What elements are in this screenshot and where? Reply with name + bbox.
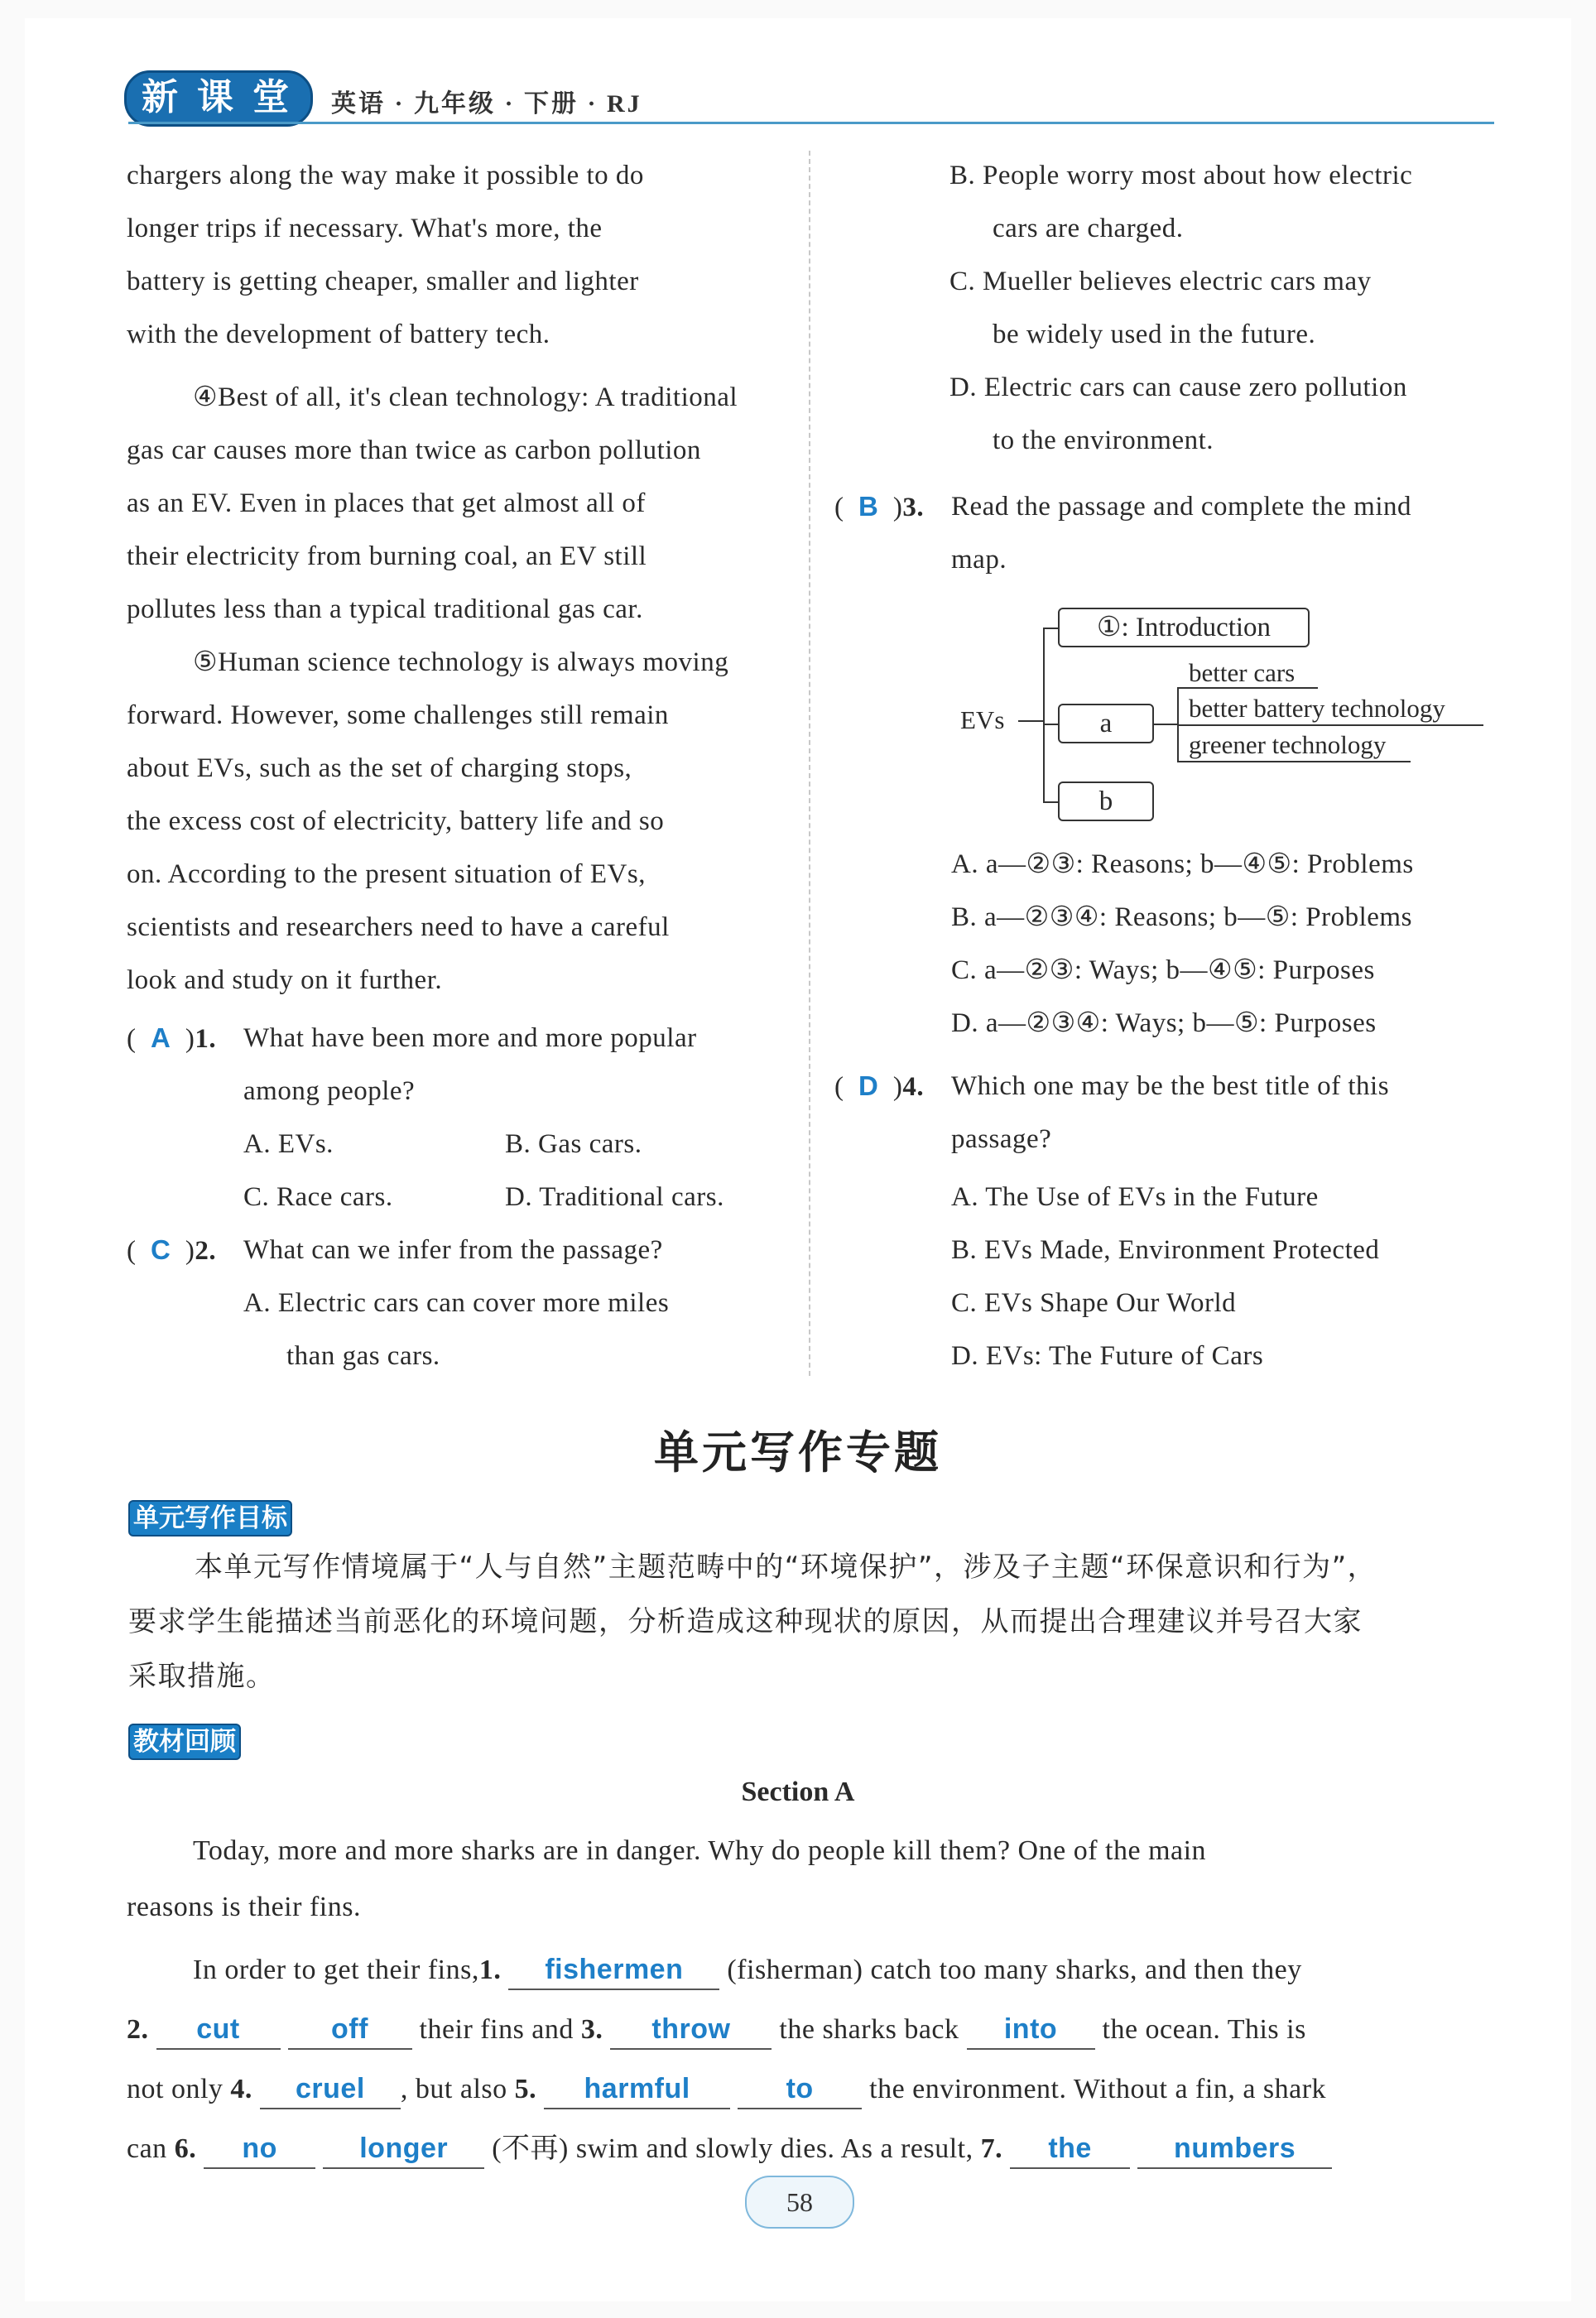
answer-3: B: [858, 491, 879, 522]
mindmap-root: EVs: [960, 705, 1005, 734]
paren-close: ): [185, 1236, 195, 1266]
blank-number: 5.: [514, 2074, 537, 2104]
question-number: 3.: [902, 493, 925, 522]
text-line: 本单元写作情境属于“人与自然”主题范畴中的“环境保护”，涉及子主题“环保意识和行为”，: [195, 1551, 1377, 1584]
question-3-text: [951, 480, 1497, 586]
blank-number: 6.: [174, 2133, 197, 2164]
question-1-text: [243, 1012, 794, 1118]
connector: [1043, 724, 1058, 725]
q3-options: [951, 838, 1506, 1050]
question-number: 1.: [195, 1024, 217, 1054]
text: not only: [127, 2074, 224, 2104]
q1-option-b: B. Gas cars.: [505, 1129, 642, 1159]
question-2-text: What can we infer from the passage?: [243, 1235, 663, 1265]
text-line: as an EV. Even in places that get almost all of: [127, 488, 646, 518]
branch-line: [1177, 724, 1483, 726]
text: (fisherman) catch too many sharks, and then they: [727, 1955, 1302, 1985]
option: C. a—②③: Ways; b—④⑤: Purposes: [951, 955, 1375, 985]
text-line: C. Mueller believes electric cars may: [949, 267, 1372, 296]
blank-6a[interactable]: no: [204, 2129, 315, 2169]
page-number: 58: [745, 2176, 854, 2229]
paragraph-4: [127, 371, 789, 636]
text-line: B. People worry most about how electric: [949, 161, 1413, 190]
blank-6b[interactable]: longer: [323, 2129, 484, 2169]
blank-number: 2.: [127, 2014, 149, 2045]
text-line: What have been more and more popular: [243, 1023, 697, 1053]
logo: [124, 70, 313, 127]
blank-2b[interactable]: off: [288, 2010, 412, 2050]
header-title: 英语 · 九年级 · 下册 · RJ: [331, 90, 642, 118]
text-line: map.: [951, 545, 1007, 575]
blank-5a[interactable]: harmful: [544, 2070, 730, 2109]
text-line: the excess cost of electricity, battery life and so: [127, 806, 665, 836]
blank-3[interactable]: throw: [610, 2010, 772, 2050]
fill-line-2: [127, 2000, 1501, 2060]
text-line: pollutes less than a typical traditional gas car.: [127, 594, 643, 624]
connector: [1043, 801, 1058, 803]
text-line: forward. However, some challenges still remain: [127, 700, 669, 730]
blank-3b[interactable]: into: [967, 2010, 1095, 2050]
text-line: cars are charged.: [993, 214, 1184, 243]
blank-1[interactable]: fishermen: [508, 1950, 719, 1990]
text-line: ⑤Human science technology is always moving: [193, 647, 729, 677]
mindmap-box-b: b: [1058, 781, 1154, 821]
column-divider: [809, 151, 810, 1376]
text-line: reasons is their fins.: [127, 1892, 361, 1922]
connector: [1043, 628, 1058, 629]
fill-paragraph: [127, 1940, 1501, 2179]
mindmap-intro-box: ①: Introduction: [1058, 608, 1310, 647]
paragraph-5: [127, 636, 789, 1007]
fill-line-3: [127, 2060, 1501, 2119]
text-line: look and study on it further.: [127, 965, 443, 995]
text-line: Today, more and more sharks are in danger. Why do people kill them? One of the main: [193, 1835, 1207, 1866]
intro-paragraph: [127, 1823, 1501, 1936]
option: D. EVs: The Future of Cars: [951, 1341, 1264, 1371]
logo-char-1: 新: [142, 76, 178, 118]
blank-number: 4.: [230, 2074, 252, 2104]
blank-number: 1.: [478, 1955, 502, 1985]
paren-open: (: [834, 1072, 844, 1102]
q1-option-c: C. Race cars.: [243, 1182, 393, 1212]
branch-line: [1177, 761, 1411, 762]
question-4-text: [951, 1060, 1497, 1166]
blank-5b[interactable]: to: [738, 2070, 862, 2109]
question-number: 2.: [195, 1236, 217, 1266]
text-line: to the environment.: [993, 426, 1214, 455]
blank-4[interactable]: cruel: [260, 2070, 401, 2109]
text: (不再) swim and slowly dies. As a result,: [492, 2133, 973, 2164]
q1-option-a: A. EVs.: [243, 1129, 334, 1159]
text-line: passage?: [951, 1124, 1052, 1154]
connector: [1018, 720, 1043, 722]
logo-char-3: 堂: [252, 76, 289, 118]
mindmap-branch: greener technology: [1189, 730, 1387, 759]
text-line: among people?: [243, 1076, 416, 1106]
text: In order to get their fins,: [193, 1955, 479, 1985]
option: A. a—②③: Reasons; b—④⑤: Problems: [951, 849, 1414, 879]
text-line: ④Best of all, it's clean technology: A traditional: [193, 382, 738, 412]
text-line: 要求学生能描述当前恶化的环境问题，分析造成这种现状的原因，从而提出合理建议并号召大家: [128, 1605, 1363, 1638]
option: B. EVs Made, Environment Protected: [951, 1235, 1380, 1265]
branch-line: [1177, 687, 1318, 689]
goal-tag: 单元写作目标: [128, 1500, 292, 1537]
text-line: D. Electric cars can cause zero pollution: [949, 373, 1407, 402]
answer-4: D: [858, 1070, 879, 1101]
blank-number: 7.: [980, 2133, 1003, 2164]
header-rule: [128, 122, 1494, 124]
text: , but also: [400, 2074, 507, 2104]
fill-line-4: [127, 2119, 1501, 2179]
text-line: on. According to the present situation of EVs,: [127, 859, 646, 889]
option: D. a—②③④: Ways; b—⑤: Purposes: [951, 1008, 1377, 1038]
paren-open: (: [127, 1024, 137, 1054]
text-line: with the development of battery tech.: [127, 320, 550, 349]
answer-2: C: [151, 1234, 171, 1265]
goal-text: [128, 1540, 1502, 1704]
blank-7b[interactable]: numbers: [1137, 2129, 1332, 2169]
blank-2a[interactable]: cut: [156, 2010, 281, 2050]
section-a-title: Section A: [741, 1777, 855, 1807]
q2-option-a: [243, 1277, 794, 1383]
section-title: 单元写作专题: [654, 1426, 942, 1479]
text-line: their electricity from burning coal, an EV still: [127, 541, 647, 571]
blank-7a[interactable]: the: [1010, 2129, 1130, 2169]
text-line: battery is getting cheaper, smaller and lighter: [127, 267, 639, 296]
text-line: Read the passage and complete the mind: [951, 492, 1411, 522]
text-line: be widely used in the future.: [993, 320, 1316, 349]
text: their fins and: [419, 2014, 574, 2045]
paren-open: (: [127, 1236, 137, 1266]
option: B. a—②③④: Reasons; b—⑤: Problems: [951, 902, 1412, 932]
question-4-marker: [834, 1060, 924, 1113]
text: the ocean. This is: [1102, 2014, 1306, 2045]
question-1-marker: [127, 1012, 216, 1065]
question-3-marker: [834, 480, 924, 534]
mindmap-box-a: a: [1058, 704, 1154, 743]
text-line: about EVs, such as the set of charging stops,: [127, 753, 632, 783]
paragraph-end: [127, 149, 789, 361]
text: can: [127, 2133, 167, 2164]
option: A. The Use of EVs in the Future: [951, 1182, 1319, 1212]
fill-line-1: [127, 1940, 1501, 2000]
text-line: than gas cars.: [286, 1341, 440, 1371]
text-line: longer trips if necessary. What's more, the: [127, 214, 603, 243]
answer-1: A: [151, 1022, 171, 1053]
text-line: gas car causes more than twice as carbon pollution: [127, 435, 701, 465]
text-line: scientists and researchers need to have a careful: [127, 912, 670, 942]
text-line: A. Electric cars can cover more miles: [243, 1288, 670, 1318]
text-line: Which one may be the best title of this: [951, 1071, 1390, 1101]
text: the sharks back: [779, 2014, 959, 2045]
connector: [1152, 724, 1177, 725]
paren-close: ): [892, 1072, 903, 1102]
option: C. EVs Shape Our World: [951, 1288, 1237, 1318]
question-2-marker: [127, 1224, 216, 1277]
text-line: chargers along the way make it possible to do: [127, 161, 644, 190]
mindmap-branch: better cars: [1189, 658, 1296, 687]
blank-number: 3.: [580, 2014, 603, 2045]
q2-options-rest: [949, 149, 1496, 467]
connector: [1043, 628, 1045, 803]
logo-char-2: 课: [197, 76, 233, 118]
text: the environment. Without a fin, a shark: [869, 2074, 1327, 2104]
review-tag: 教材回顾: [128, 1724, 241, 1760]
question-number: 4.: [902, 1072, 925, 1102]
q1-option-d: D. Traditional cars.: [505, 1182, 724, 1212]
mindmap-branch: better battery technology: [1189, 694, 1445, 723]
q4-options: [951, 1171, 1497, 1383]
paren-close: ): [185, 1024, 195, 1054]
text-line: 采取措施。: [128, 1660, 276, 1693]
paren-close: ): [892, 493, 903, 522]
paren-open: (: [834, 493, 844, 522]
